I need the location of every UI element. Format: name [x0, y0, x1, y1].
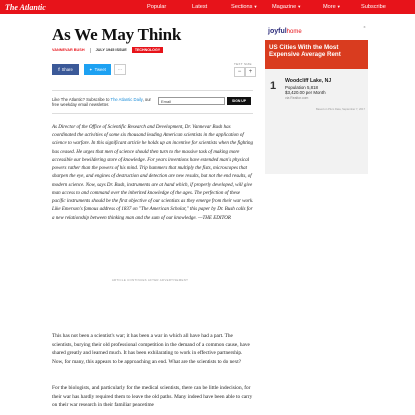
- nav-latest[interactable]: Latest: [192, 4, 208, 10]
- author-link[interactable]: VANNEVAR BUSH: [52, 48, 85, 52]
- ad-source: Based on Plum Data, September 7, 2017: [315, 108, 365, 111]
- top-nav: [0, 0, 415, 14]
- ad-headline: US Cities With the Most Expensive Average Rent: [265, 40, 368, 69]
- text-size-increase-button[interactable]: [245, 67, 256, 77]
- newsletter-promo: Like The Atlantic? Subscribe to The Atlantic Daily, our free weekday email newsletter.: [52, 97, 151, 108]
- chevron-down-icon: ▼: [297, 4, 302, 9]
- ad-city-info: [285, 79, 331, 101]
- promo-divider: [52, 90, 253, 91]
- ad-brand-logo: joyfulhome: [268, 28, 302, 35]
- advertisement-label: ARTICLE CONTINUES AFTER ADVERTISEMENT: [111, 278, 189, 282]
- nav-subscribe[interactable]: Subscribe: [361, 4, 386, 10]
- ad-city: Woodcliff Lake, NJ: [285, 78, 332, 84]
- site-logo[interactable]: The Atlantic: [5, 2, 46, 12]
- nav-sections[interactable]: Sections▼: [231, 4, 258, 10]
- newsletter-link[interactable]: The Atlantic Daily: [110, 97, 143, 102]
- text-size-decrease-button[interactable]: [234, 67, 245, 77]
- nav-magazine[interactable]: Magazine▼: [272, 4, 302, 10]
- issue-link[interactable]: JULY 1945 ISSUE: [95, 48, 127, 52]
- sign-up-button[interactable]: SIGN UP: [227, 97, 251, 105]
- facebook-icon: f: [58, 67, 60, 72]
- chevron-down-icon: ▼: [253, 4, 258, 9]
- promo-divider: [52, 113, 253, 114]
- ad-note: via Realtor.com: [285, 95, 309, 100]
- article-title: As We May Think: [52, 25, 182, 44]
- close-icon[interactable]: x: [363, 24, 366, 29]
- byline: [52, 47, 163, 53]
- byline-divider: [90, 48, 91, 53]
- chevron-down-icon: ▼: [336, 4, 341, 9]
- article-intro: As Director of the Office of Scientific Research and Development, Dr. Vannevar Bush has coordinated the activities of some six thousand leading American scientists in the application of science to warfare. In this significant article he holds up an incentive for scientists when the fighting has ceased. He urges that men of science should then turn to the massive task of making more accessible our bewildering store of knowledge. For years inventions have extended man's physical powers rather than the powers of his mind. Trip hammers that multiply the fists, microscopes that sharpen the eye, and engines of destruction and detection are new results, but not the end results, of modern science. Now, says Dr. Bush, instruments are at hand which, if properly developed, will give man access to and command over the inherited knowledge of the ages. The perfection of these pacific instruments should be the first objective of our scientists as they emerge from their war work. Like Emerson's famous address of 1837 on "The American Scholar," this paper by Dr. Bush calls for a new relationship between thinking man and the sum of our knowledge. —THE EDITOR: [52, 125, 254, 221]
- text-size-label: TEXT SIZE: [234, 62, 252, 66]
- nav-more[interactable]: More▼: [323, 4, 341, 10]
- twitter-icon: ✦: [89, 67, 93, 72]
- twitter-share-button[interactable]: ✦ Tweet: [84, 64, 111, 75]
- article-paragraph: For the biologists, and particularly for the medical scientists, there can be little indecision, for their war has hardly required them to leave the old paths. Many indeed have been able to carry on their war research in their familiar peacetime: [52, 385, 253, 409]
- section-tag[interactable]: TECHNOLOGY: [132, 47, 163, 53]
- sidebar-ad[interactable]: [265, 23, 368, 174]
- ad-population: Population 5,818: [285, 84, 318, 90]
- more-icon: ···: [117, 67, 123, 72]
- ad-rent: $3,420.00 per Month: [285, 90, 326, 96]
- minus-icon: −: [237, 69, 242, 75]
- email-input[interactable]: Email: [158, 97, 225, 105]
- ad-header: [265, 23, 368, 40]
- article-paragraph: This has not been a scientist's war; it has been a war in which all have had a part. The scientists, burying their old professional competition in the demand of a common cause, have shared greatly and learned much. It has been exhilarating to work in effective partnership. Now, for many, this appears to be approaching an end. What are the scientists to do next?: [52, 333, 250, 366]
- ad-rank: 1: [270, 80, 277, 92]
- plus-icon: +: [248, 69, 253, 75]
- facebook-share-button[interactable]: f Share: [52, 64, 79, 75]
- nav-popular[interactable]: Popular: [147, 4, 167, 10]
- more-share-button[interactable]: [114, 64, 126, 75]
